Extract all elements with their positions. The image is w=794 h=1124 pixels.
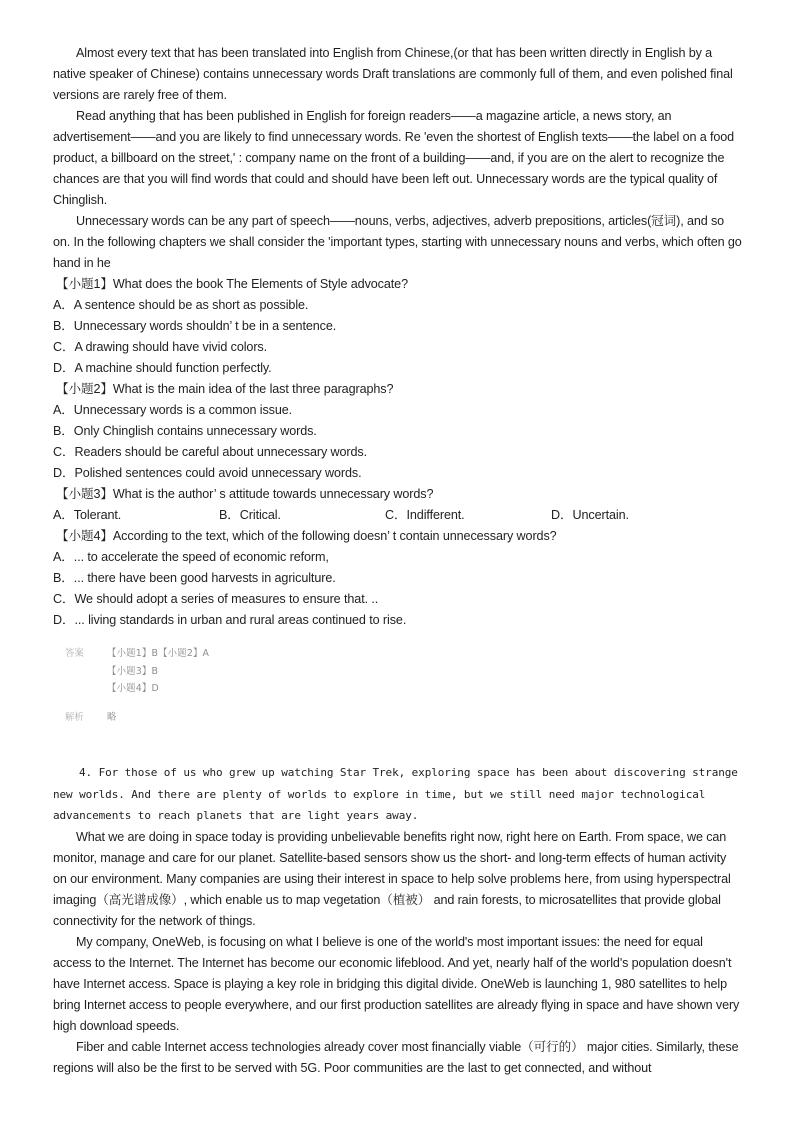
option-text: ... there have been good harvests in agriculture. — [73, 571, 336, 585]
question-4-option-d[interactable] — [53, 610, 742, 631]
option-letter: A． — [53, 403, 74, 417]
question-2-option-c[interactable] — [53, 442, 742, 463]
analysis-label: 解析 — [65, 711, 84, 723]
option-letter: C． — [53, 445, 75, 459]
option-letter: A． — [53, 550, 74, 564]
analysis-text: 略 — [107, 711, 117, 723]
answer-row-3 — [53, 680, 742, 698]
question-2-option-b[interactable] — [53, 421, 742, 442]
passage-2-lead-paragraph: 4. For those of us who grew up watching Star Trek, exploring space has been about discovering strange new worlds. And there are plenty of worlds to explore in time, but we still need major technological advancements to reach planets that are light years away. — [53, 766, 738, 822]
question-3-option-c[interactable] — [385, 505, 551, 526]
passage-2-paragraph-1: What we are doing in space today is providing unbelievable benefits right now, right here on Earth. From space, we can monitor, manage and care for our planet. Satellite-based sensors show us the short- and long-term effects of human activity on our environment. Many companies are using their interest in space to help solve problems here, from using hyperspectral imaging（高光谱成像）, which enable us to map vegetation（植被） and rain forests, to microsatellites that provide global connectivity for the network of things. — [53, 829, 731, 928]
option-letter: B． — [53, 319, 74, 333]
option-letter: B． — [53, 571, 74, 585]
option-letter: C． — [385, 508, 407, 522]
answer-row-1 — [53, 645, 742, 663]
answer-key-block — [53, 645, 742, 726]
option-text: Polished sentences could avoid unnecessary words. — [74, 466, 362, 480]
answer-line-2: 【小题3】B — [107, 665, 159, 677]
option-text: Unnecessary words is a common issue. — [73, 403, 293, 417]
answer-line-3: 【小题4】D — [107, 683, 159, 694]
option-letter: B． — [53, 424, 74, 438]
question-1-option-c[interactable] — [53, 337, 742, 358]
option-text: ... living standards in urban and rural areas continued to rise. — [74, 613, 407, 627]
question-4-option-b[interactable] — [53, 568, 742, 589]
option-letter: A． — [53, 298, 74, 312]
question-3-options-row — [53, 505, 742, 526]
option-text: Unnecessary words shouldn’ t be in a sentence. — [73, 319, 337, 333]
passage-2 — [53, 762, 742, 1079]
option-text: Indifferent. — [406, 508, 465, 522]
option-letter: C． — [53, 340, 75, 354]
option-text: Tolerant. — [73, 508, 122, 522]
option-letter: B． — [219, 508, 240, 522]
option-letter: D． — [53, 466, 75, 480]
option-letter: D． — [53, 613, 75, 627]
option-letter: D． — [551, 508, 573, 522]
question-1-option-d[interactable] — [53, 358, 742, 379]
question-2-option-a[interactable] — [53, 400, 742, 421]
question-2-option-d[interactable] — [53, 463, 742, 484]
answer-label: 答案 — [65, 648, 84, 659]
option-letter: C． — [53, 592, 75, 606]
question-4-option-a[interactable] — [53, 547, 742, 568]
question-2-stem: 【小题2】What is the main idea of the last three paragraphs? — [56, 382, 394, 396]
option-text: We should adopt a series of measures to ensure that. .. — [74, 592, 379, 606]
passage-2-paragraph-2: My company, OneWeb, is focusing on what I believe is one of the world's most important issues: the need for equal access to the Internet. The Internet has become our economic lifeblood. And yet, nearly half of the world's population doesn't have Internet access. Space is playing a key role in bridging this digital divide. OneWeb is launching 1, 980 satellites to help bring Internet access to people everywhere, and our first production satellites are already flying in space and have shown very high download speeds. — [53, 934, 740, 1033]
answer-line-1: 【小题1】B【小题2】A — [107, 648, 210, 659]
option-letter: A． — [53, 508, 74, 522]
passage-1-paragraph-1: Almost every text that has been translated into English from Chinese,(or that has been written directly in English by a native speaker of Chinese) contains unnecessary words Draft translations are commonly full of them, and even polished final versions are rarely free of them. — [53, 46, 733, 102]
analysis-row — [53, 709, 742, 727]
question-1-option-b[interactable] — [53, 316, 742, 337]
passage-1-paragraph-3: Unnecessary words can be any part of speech——nouns, verbs, adjectives, adverb prepositions, articles(冠词), and so on. In the following chapters we shall consider the 'important types, starting with unnecessary nouns and verbs, which often go hand in he — [53, 214, 742, 270]
question-4-option-c[interactable] — [53, 589, 742, 610]
question-2 — [53, 379, 742, 484]
question-4-stem: 【小题4】According to the text, which of the following doesn’ t contain unnecessary words? — [56, 529, 557, 543]
option-text: A sentence should be as short as possible. — [73, 298, 309, 312]
question-3-stem: 【小题3】What is the author’ s attitude towards unnecessary words? — [56, 487, 434, 501]
option-text: Critical. — [239, 508, 281, 522]
passage-2-paragraph-3: Fiber and cable Internet access technologies already cover most financially viable（可行的） major cities. Similarly, these regions will also be the first to be served with 5G. Poor communities are the last to get connected, and without — [53, 1039, 739, 1075]
option-text: Uncertain. — [572, 508, 629, 522]
question-3-option-b[interactable] — [219, 505, 385, 526]
option-text: A machine should function perfectly. — [74, 361, 272, 375]
option-text: ... to accelerate the speed of economic reform, — [73, 550, 329, 564]
question-4 — [53, 526, 742, 631]
question-1 — [53, 274, 742, 379]
passage-1-paragraph-2: Read anything that has been published in English for foreign readers——a magazine article, a news story, an advertisement——and you are likely to find unnecessary words. Re 'even the shortest of English texts——the label on a food product, a billboard on the street,' : company name on the front of a building——and, if you are on the alert to recognize the chances are that you will find words that could and should have been left out. Unnecessary words are the typical quality of Chinglish. — [53, 109, 735, 207]
section-spacer — [53, 726, 742, 762]
question-3 — [53, 484, 742, 526]
passage-1 — [53, 43, 742, 274]
option-letter: D． — [53, 361, 75, 375]
question-3-option-d[interactable] — [551, 505, 717, 526]
option-text: Only Chinglish contains unnecessary words. — [73, 424, 317, 438]
answer-row-2 — [53, 663, 742, 681]
option-text: A drawing should have vivid colors. — [74, 340, 268, 354]
option-text: Readers should be careful about unnecessary words. — [74, 445, 368, 459]
question-1-option-a[interactable] — [53, 295, 742, 316]
question-1-stem: 【小题1】What does the book The Elements of Style advocate? — [56, 277, 408, 291]
question-3-option-a[interactable] — [53, 505, 219, 526]
